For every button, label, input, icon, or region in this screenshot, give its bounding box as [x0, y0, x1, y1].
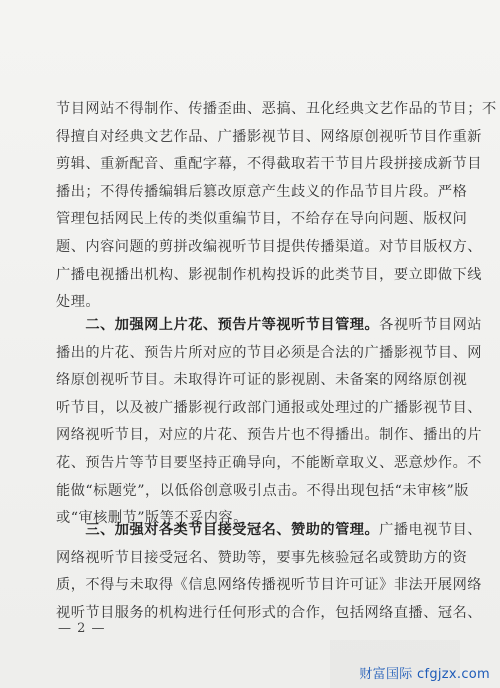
text-line: 播出的片花、预告片所对应的节目必须是合法的广播影视节目、网	[56, 344, 482, 361]
text-line: 得擅自对经典文艺作品、广播影视节目、网络原创视听节目作重新	[56, 128, 482, 145]
text-line: 节目网站不得制作、传播歪曲、恶搞、丑化经典文艺作品的节目；不	[56, 101, 497, 117]
text-line: 网络视听节目接受冠名、赞助等，要事先核验冠名或赞助方的资	[56, 549, 468, 566]
text-run: 广播电视节目、	[379, 522, 482, 538]
text-line: 网络视听节目，对应的片花、预告片也不得播出。制作、播出的片	[56, 427, 482, 444]
text-line: 播出；不得传播编辑后篡改原意产生歧义的作品节目片段。严格	[56, 183, 468, 200]
text-line: 听节目，以及被广播影视行政部门通报或处理过的广播影视节目、	[56, 399, 482, 416]
section-heading: 三、加强对各类节目接受冠名、赞助的管理。	[85, 522, 380, 538]
site-watermark: 财富国际 cfgjzx.com	[359, 667, 490, 682]
text-line: 视听节目服务的机构进行任何形式的合作，包括网络直播、冠名、	[56, 604, 482, 621]
text-line: 花、预告片等节目要坚持正确导向，不能断章取义、恶意炒作。不	[56, 454, 482, 471]
text-line: 剪辑、重新配音、重配字幕，不得截取若干节目片段拼接成新节目	[56, 156, 482, 173]
paragraph-2	[56, 312, 482, 533]
text-line: 广播电视播出机构、影视制作机构投诉的此类节目，要立即做下线	[56, 266, 482, 283]
paragraph-first-line	[56, 312, 482, 340]
text-line: 题、内容问题的剪拼改编视听节目提供传播渠道。对节目版权方、	[56, 238, 482, 255]
text-line: 处理。	[56, 294, 101, 311]
paragraph-3	[56, 517, 482, 627]
text-run: 各视听节目网站	[379, 317, 482, 333]
text-line: 络原创视听节目。未取得许可证的影视剧、未备案的网络原创视	[56, 372, 468, 389]
text-line: 管理包括网民上传的类似重编节目，不给存在导向问题、版权问	[56, 211, 468, 228]
section-heading: 二、加强网上片花、预告片等视听节目管理。	[85, 317, 380, 333]
paragraph-first-line	[56, 517, 482, 545]
text-line: 质，不得与未取得《信息网络传播视听节目许可证》非法开展网络	[56, 577, 482, 594]
page-number: — 2 —	[58, 621, 106, 636]
text-line: 能做“标题党”，以低俗创意吸引点击。不得出现包括“未审核”版	[56, 482, 469, 499]
paragraph-1	[56, 96, 497, 317]
text-line: 或“审核删节”版等不妥内容。	[56, 510, 248, 527]
